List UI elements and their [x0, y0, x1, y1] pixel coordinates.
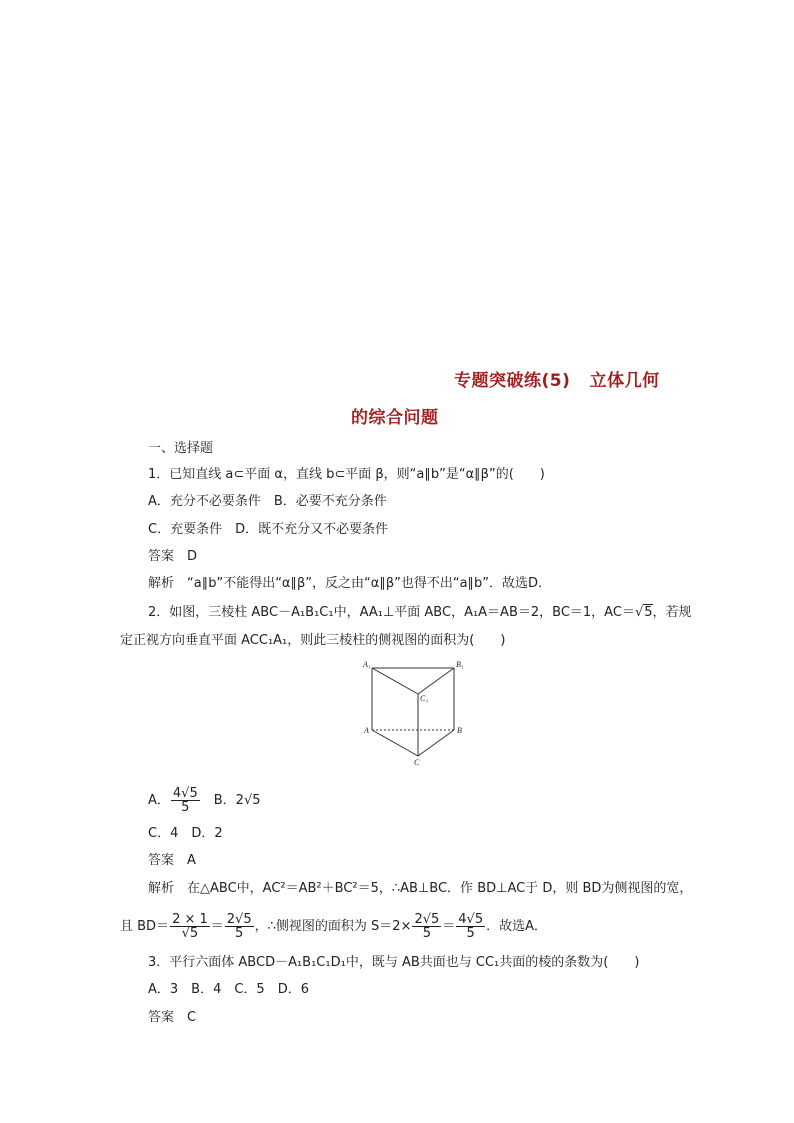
q3-options: A．3 B．4 C．5 D．6 [148, 982, 309, 997]
label-c1: C₁ [420, 694, 429, 703]
q2-sqrt-value: 5 [644, 605, 653, 620]
q1-analysis: 解析 “a∥b”不能得出“α∥β”，反之由“α∥β”也得不出“a∥b”．故选D． [148, 576, 552, 591]
q2-analysis-line2 [120, 913, 547, 940]
sqrt-sign: √ [634, 605, 644, 620]
label-c: C [414, 758, 420, 767]
label-b: B [457, 726, 462, 735]
equals-sign: ＝ [210, 919, 224, 934]
q3-answer: 答案 C [148, 1010, 197, 1025]
fraction-numerator: 4√5 [172, 786, 198, 801]
edge-b1-c1 [418, 668, 454, 694]
label-a: A [364, 726, 369, 735]
fraction-denominator: 5 [466, 926, 475, 941]
q2-answer: 答案 A [148, 853, 196, 868]
fraction-3 [412, 913, 441, 940]
fraction-denominator: 5 [422, 926, 431, 941]
q2-option-b: B．2√5 [213, 793, 261, 808]
fraction-4 [456, 913, 485, 940]
fraction-numerator: 2√5 [414, 912, 440, 927]
page-title-line2: 的综合问题 [351, 408, 439, 428]
q3-stem: 3．平行六面体 ABCD－A₁B₁C₁D₁中，既与 AB共面也与 CC₁共面的棱的条数为( ) [148, 955, 640, 970]
fraction-2 [225, 913, 254, 940]
q2-option-a-fraction [171, 787, 200, 814]
q2-stem-line1 [148, 604, 692, 622]
equals-sign: ＝ [442, 919, 456, 934]
label-b1: B₁ [456, 660, 464, 669]
q2-stem-b: ，若规 [652, 605, 692, 620]
fraction-numerator: 4√5 [458, 912, 484, 927]
q2-stem-line2: 定正视方向垂直平面 ACC₁A₁，则此三棱柱的侧视图的面积为( ) [120, 633, 506, 648]
fraction-1 [170, 913, 210, 940]
analysis-text: ，∴侧视图的面积为 S＝2× [254, 919, 412, 934]
fraction-denominator: 5 [181, 800, 190, 815]
edge-b-c [418, 730, 454, 756]
label-a1: A₁ [363, 660, 371, 669]
section-heading: 一、选择题 [148, 441, 214, 456]
q2-options-1 [148, 787, 261, 814]
fraction-numerator: 2√5 [226, 912, 252, 927]
q1-options-2: C．充要条件 D．既不充分又不必要条件 [148, 522, 389, 537]
prism-edges [372, 668, 454, 756]
fraction-denominator: √5 [181, 926, 199, 941]
edge-a1-c1 [372, 668, 418, 694]
page-title-line1: 专题突破练(5) 立体几何 [454, 371, 660, 391]
q2-options-2: C．4 D．2 [148, 826, 223, 841]
edge-a-c [372, 730, 418, 756]
q1-stem: 1．已知直线 a⊂平面 α，直线 b⊂平面 β，则“a∥b”是“α∥β”的( ) [148, 467, 545, 482]
q2-stem-a: 2．如图，三棱柱 ABC－A₁B₁C₁中，AA₁⊥平面 ABC，A₁A＝AB＝2，BC＝1，AC＝ [148, 605, 635, 620]
fraction-denominator: 5 [235, 926, 244, 941]
q2-analysis-line1: 解析 在△ABC中，AC²＝AB²＋BC²＝5，∴AB⊥BC．作 BD⊥AC于 D，则 BD为侧视图的宽， [148, 881, 693, 896]
analysis-text: ．故选A． [486, 919, 548, 934]
q2-option-a-label: A． [148, 793, 170, 808]
fraction-numerator: 2 × 1 [172, 912, 208, 927]
prism-figure [358, 658, 470, 770]
q1-options-1: A．充分不必要条件 B．必要不充分条件 [148, 494, 387, 509]
q1-answer: 答案 D [148, 549, 198, 564]
analysis-text: 且 BD＝ [120, 919, 170, 934]
